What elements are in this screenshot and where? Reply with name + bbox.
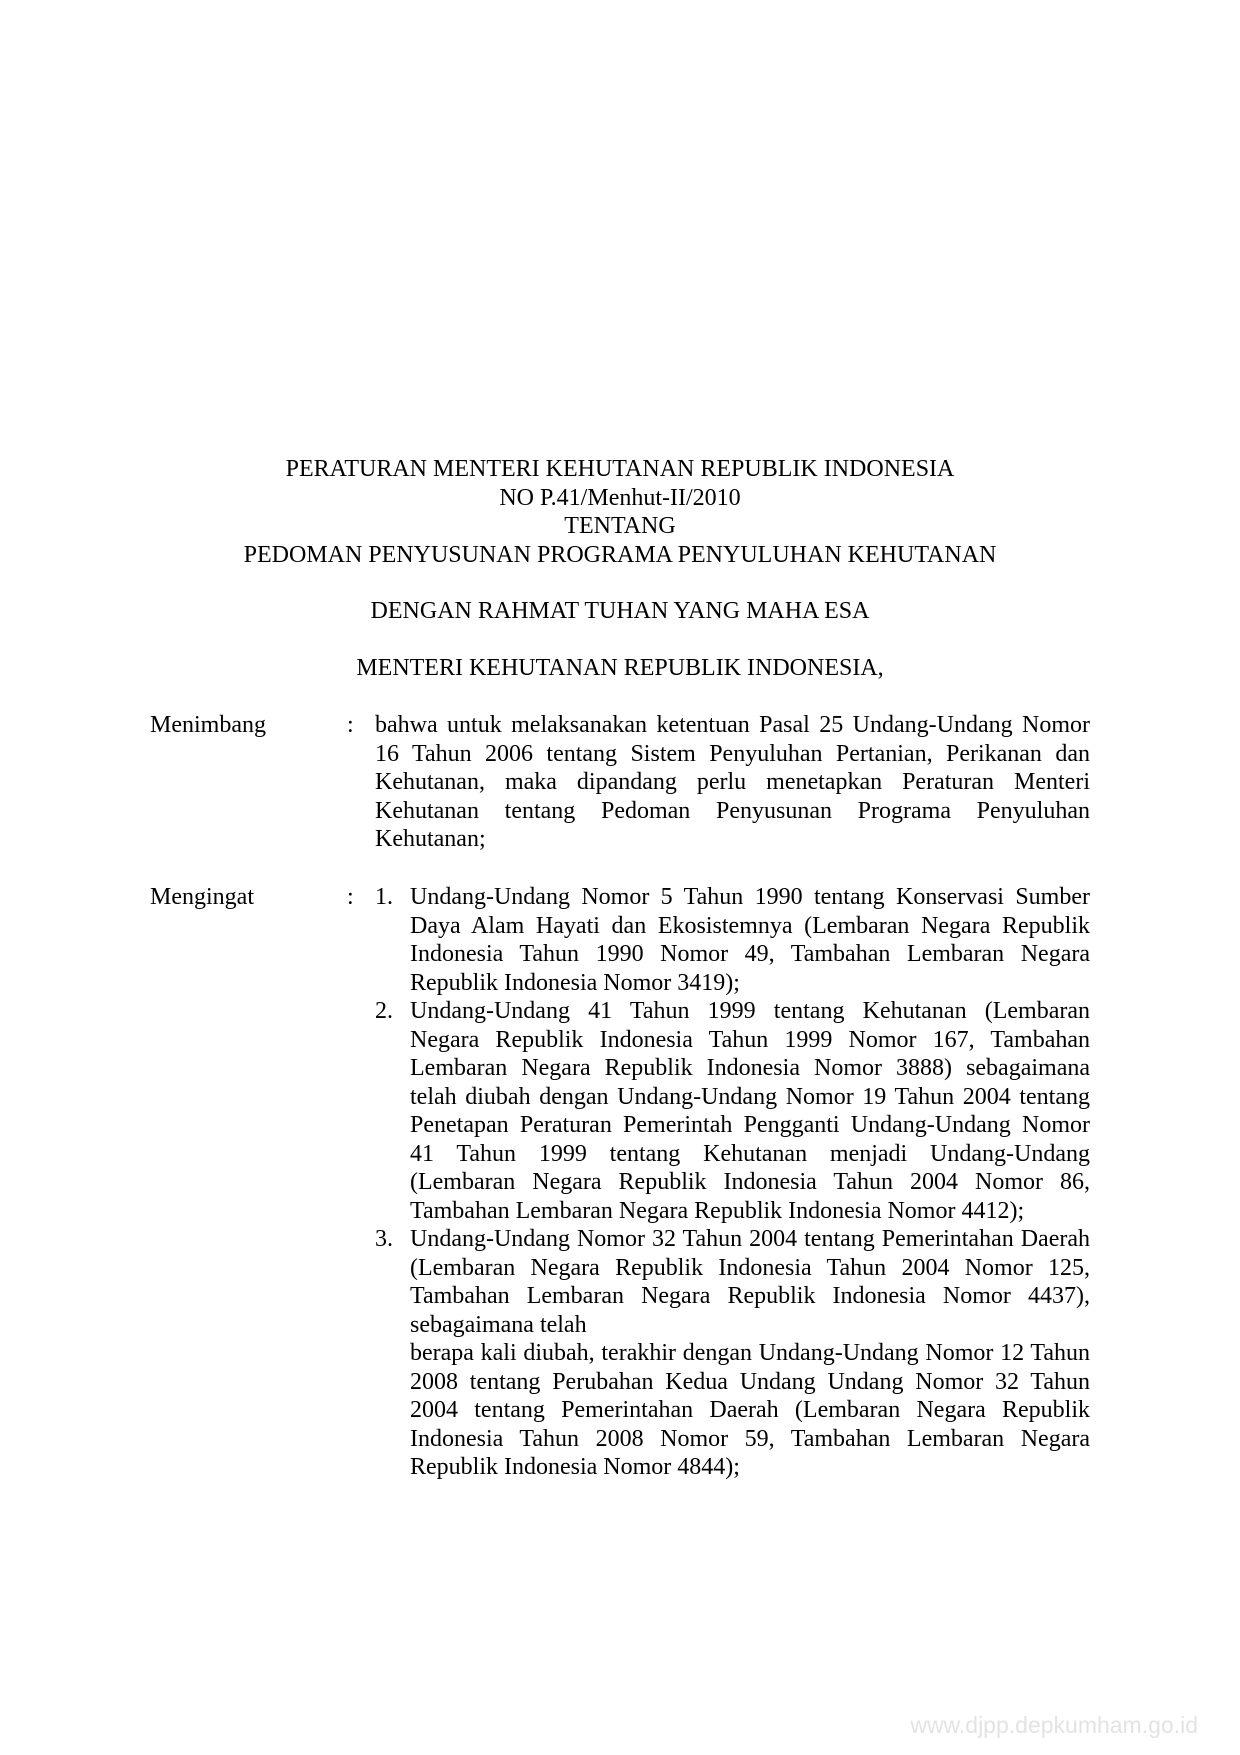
menimbang-colon: : xyxy=(347,712,354,738)
list-item-number: 2. xyxy=(375,998,393,1024)
list-item-number: 3. xyxy=(375,1226,393,1252)
regulation-heading xyxy=(0,455,1240,569)
authority-line: MENTERI KEHUTANAN REPUBLIK INDONESIA, xyxy=(356,655,884,681)
list-item xyxy=(375,883,1090,997)
invocation: DENGAN RAHMAT TUHAN YANG MAHA ESA xyxy=(370,598,870,624)
mengingat-colon: : xyxy=(347,884,354,910)
mengingat-list xyxy=(375,883,1090,1482)
list-item-text: Undang-Undang Nomor 5 Tahun 1990 tentang Konservasi Sumber Daya Alam Hayati dan Ekosistemnya (Lembaran Negara Republik Indonesia Tahun 1990 Nomor 49, Tambahan Lembaran Negara Republik Indonesia Nomor 3419); xyxy=(410,884,1090,996)
list-item-number: 1. xyxy=(375,884,393,910)
menimbang-text: bahwa untuk melaksanakan ketentuan Pasal 25 Undang-Undang Nomor 16 Tahun 2006 tentang Sistem Penyuluhan Pertanian, Perikanan dan Kehutanan, maka dipandang perlu menetapkan Peraturan Menteri Kehutanan tentang Pedoman Penyusunan Programa Penyuluhan Kehutanan; xyxy=(375,712,1090,852)
heading-line-subject: PEDOMAN PENYUSUNAN PROGRAMA PENYULUHAN KEHUTANAN xyxy=(243,541,997,568)
list-item-text: Undang-Undang Nomor 32 Tahun 2004 tentang Pemerintahan Daerah (Lembaran Negara Republik Indonesia Tahun 2004 Nomor 125, Tambahan Lembaran Negara Republik Indonesia Nomor 4437), sebagaimana telah berapa kali diubah, terakhir dengan Undang-Undang Nomor 12 Tahun 2008 tentang Perubahan Kedua Undang Undang Nomor 32 Tahun 2004 tentang Pemerintahan Daerah (Lembaran Negara Republik Indonesia Tahun 2008 Nomor 59, Tambahan Lembaran Negara Republik Indonesia Nomor 4844); xyxy=(410,1226,1090,1480)
heading-line-number: NO P.41/Menhut-II/2010 xyxy=(499,484,741,511)
menimbang-label: Menimbang xyxy=(150,712,266,738)
list-item-text: Undang-Undang 41 Tahun 1999 tentang Kehutanan (Lembaran Negara Republik Indonesia Tahun 1999 Nomor 167, Tambahan Lembaran Negara Republik Indonesia Nomor 3888) sebagaimana telah diubah dengan Undang-Undang Nomor 19 Tahun 2004 tentang Penetapan Peraturan Pemerintah Pengganti Undang-Undang Nomor 41 Tahun 1999 tentang Kehutanan menjadi Undang-Undang (Lembaran Negara Republik Indonesia Tahun 2004 Nomor 86, Tambahan Lembaran Negara Republik Indonesia Nomor 4412); xyxy=(410,998,1090,1224)
list-item xyxy=(375,997,1090,1225)
heading-line-tentang: TENTANG xyxy=(564,513,676,539)
watermark-url: www.djpp.depkumham.go.id xyxy=(910,1712,1198,1738)
heading-line-title: PERATURAN MENTERI KEHUTANAN REPUBLIK INDONESIA xyxy=(285,456,955,482)
mengingat-label: Mengingat xyxy=(150,884,254,910)
list-item xyxy=(375,1225,1090,1482)
